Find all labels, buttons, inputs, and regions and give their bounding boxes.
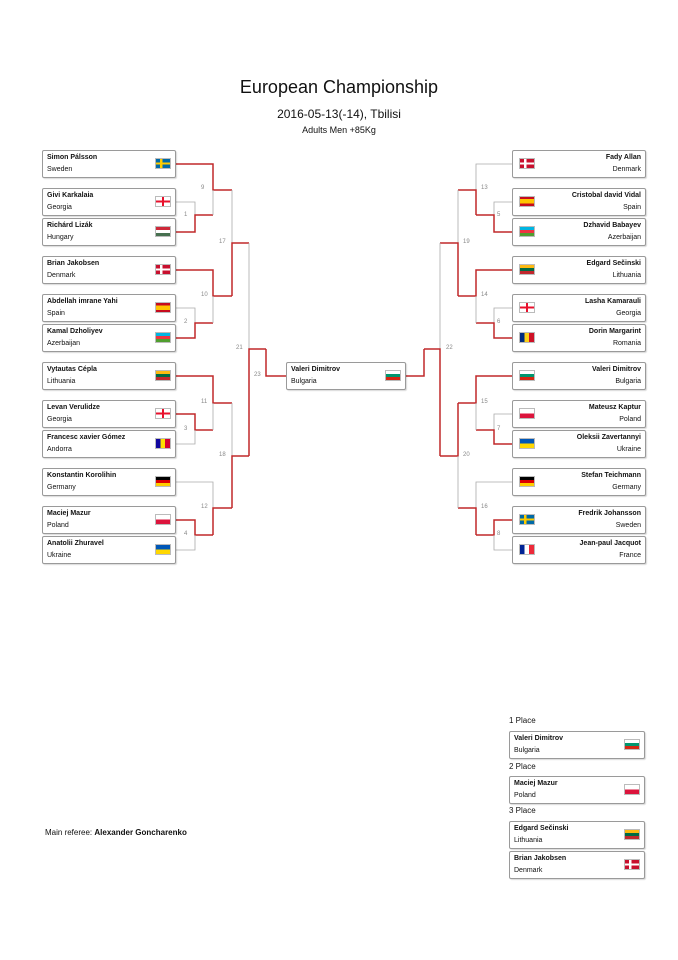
competitor-country: Bulgaria [514, 747, 540, 754]
winner-path [266, 349, 286, 376]
competitor-box [42, 400, 176, 428]
competitor-country: Ukraine [616, 446, 641, 453]
competitor-country: Poland [619, 416, 641, 423]
second-place-box [509, 776, 645, 804]
competitor-name: Brian Jakobsen [47, 260, 100, 267]
competitor-country: Sweden [47, 166, 73, 173]
competitor-box [512, 324, 646, 352]
match-number: 12 [201, 504, 208, 510]
competitor-country: France [619, 552, 641, 559]
winner-path [458, 190, 476, 215]
lithuania-flag-icon [624, 829, 640, 840]
competitor-country: Poland [47, 522, 69, 529]
match-number: 14 [481, 292, 488, 298]
winner-path [424, 349, 440, 456]
denmark-flag-icon [519, 158, 535, 169]
lithuania-flag-icon [519, 264, 535, 275]
winner-path [440, 243, 458, 296]
competitor-name: Edgard Sečinski [586, 260, 641, 267]
competitor-country: Romania [612, 340, 641, 347]
competitor-name: Simon Pálsson [47, 154, 98, 161]
competitor-box [42, 506, 176, 534]
winner-path [476, 215, 512, 232]
match-number: 21 [236, 345, 243, 351]
competitor-box [512, 188, 646, 216]
andorra-flag-icon [155, 438, 171, 449]
lithuania-flag-icon [155, 370, 171, 381]
poland-flag-icon [519, 408, 535, 419]
weight-category: Adults Men +85Kg [302, 125, 376, 135]
match-number: 19 [463, 239, 470, 245]
competitor-box [42, 150, 176, 178]
competitor-country: Georgia [47, 204, 72, 211]
competitor-name: Konstantin Korolihin [47, 472, 117, 479]
match-number: 8 [497, 531, 501, 537]
competitor-country: Lithuania [47, 378, 76, 385]
bracket-connector [176, 535, 195, 550]
competitor-name: Maciej Mazur [514, 780, 558, 787]
competitor-country: Andorra [47, 446, 72, 453]
competitor-box [512, 362, 646, 390]
ukraine-flag-icon [519, 438, 535, 449]
competitor-country: Lithuania [514, 837, 543, 844]
competitor-name: Mateusz Kaptur [588, 404, 641, 411]
competitor-box [512, 536, 646, 564]
competitor-box [42, 468, 176, 496]
first-place-label: 1 Place [509, 716, 536, 725]
bracket-connector [176, 430, 195, 444]
competitor-name: Valeri Dimitrov [514, 735, 564, 742]
competitor-country: Georgia [47, 416, 72, 423]
competitor-box [42, 218, 176, 246]
denmark-flag-icon [624, 859, 640, 870]
competitor-name: Jean-paul Jacquot [579, 540, 641, 547]
germany-flag-icon [155, 476, 171, 487]
competitor-country: Poland [514, 792, 536, 799]
winner-path [213, 508, 232, 535]
competitor-country: Hungary [47, 234, 74, 241]
poland-flag-icon [624, 784, 640, 795]
winner-path [176, 323, 213, 338]
competitor-country: Spain [47, 310, 65, 317]
competitor-name: Brian Jakobsen [514, 855, 567, 862]
competitor-name: Edgard Sečinski [514, 825, 569, 832]
winner-path [232, 456, 249, 508]
georgia-flag-icon [519, 302, 535, 313]
competitor-name: Cristobal david Vidal [571, 192, 641, 199]
winner-path [232, 243, 249, 296]
competitor-box [42, 362, 176, 390]
referee-name: Alexander Goncharenko [94, 828, 187, 837]
competitor-name: Stefan Teichmann [581, 472, 641, 479]
main-referee [45, 828, 187, 837]
winner-path [476, 430, 512, 444]
azerbaijan-flag-icon [155, 332, 171, 343]
competitor-name: Francesc xavier Gómez [47, 434, 126, 441]
competitor-box [512, 256, 646, 284]
match-number: 1 [184, 212, 188, 218]
competitor-name: Valeri Dimitrov [591, 366, 641, 373]
competitor-box [42, 294, 176, 322]
first-place-box [509, 731, 645, 759]
match-number: 3 [184, 426, 188, 432]
match-number: 22 [446, 345, 453, 351]
competitor-name: Anatolii Zhuravel [47, 540, 104, 547]
competitor-name: Abdellah imrane Yahi [47, 298, 118, 305]
denmark-flag-icon [155, 264, 171, 275]
match-number: 10 [201, 292, 208, 298]
hungary-flag-icon [155, 226, 171, 237]
competitor-box [42, 430, 176, 458]
bracket-connector [494, 535, 512, 550]
ukraine-flag-icon [155, 544, 171, 555]
azerbaijan-flag-icon [519, 226, 535, 237]
germany-flag-icon [519, 476, 535, 487]
competitor-box [512, 218, 646, 246]
competitor-box [512, 430, 646, 458]
france-flag-icon [519, 544, 535, 555]
competitor-name: Richárd Lizák [47, 222, 93, 229]
competitor-name: Fady Allan [605, 154, 641, 161]
competitor-name: Dorin Margarint [588, 328, 641, 335]
competitor-box [42, 324, 176, 352]
winner-path [458, 508, 476, 535]
date-location: 2016-05-13(-14), Tbilisi [277, 107, 401, 121]
competitor-name: Levan Verulidze [47, 404, 100, 411]
winner-path [176, 414, 213, 430]
competitor-name: Fredrik Johansson [578, 510, 641, 517]
competitor-country: Spain [623, 204, 641, 211]
competitor-country: Sweden [615, 522, 641, 529]
champion-box [286, 362, 406, 390]
match-number: 13 [481, 185, 488, 191]
competitor-name: Valeri Dimitrov [291, 366, 341, 373]
page-title: European Championship [239, 77, 439, 97]
third-place-box-2 [509, 851, 645, 879]
spain-flag-icon [519, 196, 535, 207]
competitor-box [512, 468, 646, 496]
match-number: 11 [201, 399, 208, 405]
second-place-label: 2 Place [509, 762, 536, 771]
match-number: 23 [254, 372, 261, 378]
winner-path [176, 520, 213, 535]
competitor-country: Azerbaijan [47, 340, 81, 347]
poland-flag-icon [155, 514, 171, 525]
competitor-box [512, 294, 646, 322]
competitor-name: Vytautas Cépla [47, 366, 97, 373]
competitor-name: Lasha Kamarauli [584, 298, 641, 305]
competitor-name: Oleksii Zavertannyi [576, 434, 641, 441]
match-number: 17 [219, 239, 226, 245]
competitor-country: Germany [47, 484, 76, 491]
competitor-country: Azerbaijan [607, 234, 641, 241]
georgia-flag-icon [155, 196, 171, 207]
competitor-country: Denmark [514, 867, 543, 874]
competitor-name: Maciej Mazur [47, 510, 91, 517]
competitor-name: Givi Karkalaia [47, 192, 94, 199]
match-number: 4 [184, 531, 188, 537]
winner-path [440, 403, 458, 456]
match-number: 2 [184, 319, 188, 325]
match-number: 20 [463, 452, 470, 458]
competitor-box [512, 506, 646, 534]
competitor-name: Kamal Dzholiyev [47, 328, 103, 335]
match-number: 5 [497, 212, 501, 218]
third-place-label: 3 Place [509, 806, 536, 815]
match-number: 15 [481, 399, 488, 405]
competitor-country: Germany [612, 484, 641, 491]
third-place-box-1 [509, 821, 645, 849]
bulgaria-flag-icon [624, 739, 640, 750]
georgia-flag-icon [155, 408, 171, 419]
winner-path [249, 349, 266, 456]
competitor-box [42, 188, 176, 216]
competitor-country: Georgia [616, 310, 641, 317]
winner-path [476, 520, 512, 535]
winner-path [406, 349, 424, 376]
competitor-country: Ukraine [47, 552, 72, 559]
sweden-flag-icon [519, 514, 535, 525]
match-number: 16 [481, 504, 488, 510]
referee-label: Main referee: [45, 828, 93, 837]
competitor-country: Lithuania [612, 272, 641, 279]
competitor-name: Dzhavid Babayev [583, 222, 641, 229]
competitor-box [512, 400, 646, 428]
match-number: 18 [219, 452, 226, 458]
competitor-country: Bulgaria [615, 378, 641, 385]
match-number: 9 [201, 185, 205, 191]
match-number: 6 [497, 319, 501, 325]
competitor-box [42, 256, 176, 284]
match-number: 7 [497, 426, 501, 432]
competitor-country: Bulgaria [291, 378, 317, 385]
sweden-flag-icon [155, 158, 171, 169]
romania-flag-icon [519, 332, 535, 343]
winner-path [476, 323, 512, 338]
competitor-box [512, 150, 646, 178]
competitor-country: Denmark [612, 166, 641, 173]
competitor-country: Denmark [47, 272, 76, 279]
winner-path [176, 215, 213, 232]
competitor-box [42, 536, 176, 564]
spain-flag-icon [155, 302, 171, 313]
bulgaria-flag-icon [519, 370, 535, 381]
bulgaria-flag-icon [385, 370, 401, 381]
